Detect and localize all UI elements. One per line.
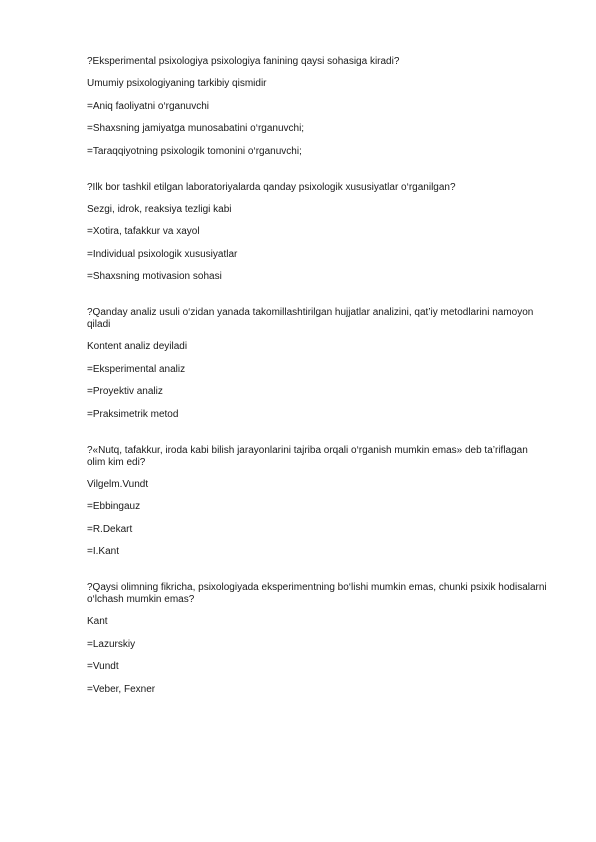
- distractor-option: =Lazurskiy: [87, 638, 136, 650]
- correct-answer: Umumiy psixologiyaning tarkibiy qismidir: [87, 78, 267, 89]
- question-list: [87, 56, 547, 720]
- question-block: [87, 445, 547, 559]
- correct-answer: Vilgelm.Vundt: [87, 478, 149, 490]
- distractor-option: =Aniq faoliyatni o‘rganuvchi: [87, 100, 210, 112]
- distractor-option: =Shaxsning jamiyatga munosabatini o‘rganuvchi;: [87, 123, 305, 134]
- distractor-option: =Taraqqiyotning psixologik tomonini o‘rganuvchi;: [87, 145, 302, 157]
- distractor-option: =Vundt: [87, 661, 119, 672]
- distractor-option: =I.Kant: [87, 546, 119, 557]
- distractor-option: =Proyektiv analiz: [87, 386, 163, 397]
- question-text: ?Qaysi olimning fikricha, psixologiyada eksperimentning bo‘lishi mumkin emas, chunki psixik hodisalarni o‘lchash mumkin emas?: [87, 582, 547, 605]
- correct-answer: Kant: [87, 616, 108, 627]
- question-block: [87, 56, 547, 158]
- question-text: ?«Nutq, tafakkur, iroda kabi bilish jarayonlarini tajriba orqali o‘rganish mumkin emas» deb ta’riflagan olim kim edi?: [87, 444, 528, 468]
- distractor-option: =Shaxsning motivasion sohasi: [87, 271, 222, 282]
- distractor-option: =Xotira, tafakkur va xayol: [87, 226, 200, 237]
- distractor-option: =Veber, Fexner: [87, 683, 156, 695]
- distractor-option: =Eksperimental analiz: [87, 363, 186, 375]
- question-block: [87, 582, 547, 696]
- correct-answer: Sezgi, idrok, reaksiya tezligi kabi: [87, 203, 232, 215]
- question-text: ?Qanday analiz usuli o‘zidan yanada takomillashtirilgan hujjatlar analizini, qat’iy metodlarini namoyon qiladi: [87, 307, 534, 330]
- question-block: [87, 182, 547, 284]
- correct-answer: Kontent analiz deyiladi: [87, 341, 188, 352]
- distractor-option: =R.Dekart: [87, 523, 133, 535]
- question-text: ?Ilk bor tashkil etilgan laboratoriyalarda qanday psixologik xususiyatlar o‘rganilgan?: [87, 181, 456, 193]
- distractor-option: =Individual psixologik xususiyatlar: [87, 248, 238, 260]
- distractor-option: =Ebbingauz: [87, 501, 141, 512]
- question-block: [87, 307, 547, 421]
- distractor-option: =Praksimetrik metod: [87, 408, 179, 420]
- question-text: ?Eksperimental psixologiya psixologiya fanining qaysi sohasiga kiradi?: [87, 56, 400, 67]
